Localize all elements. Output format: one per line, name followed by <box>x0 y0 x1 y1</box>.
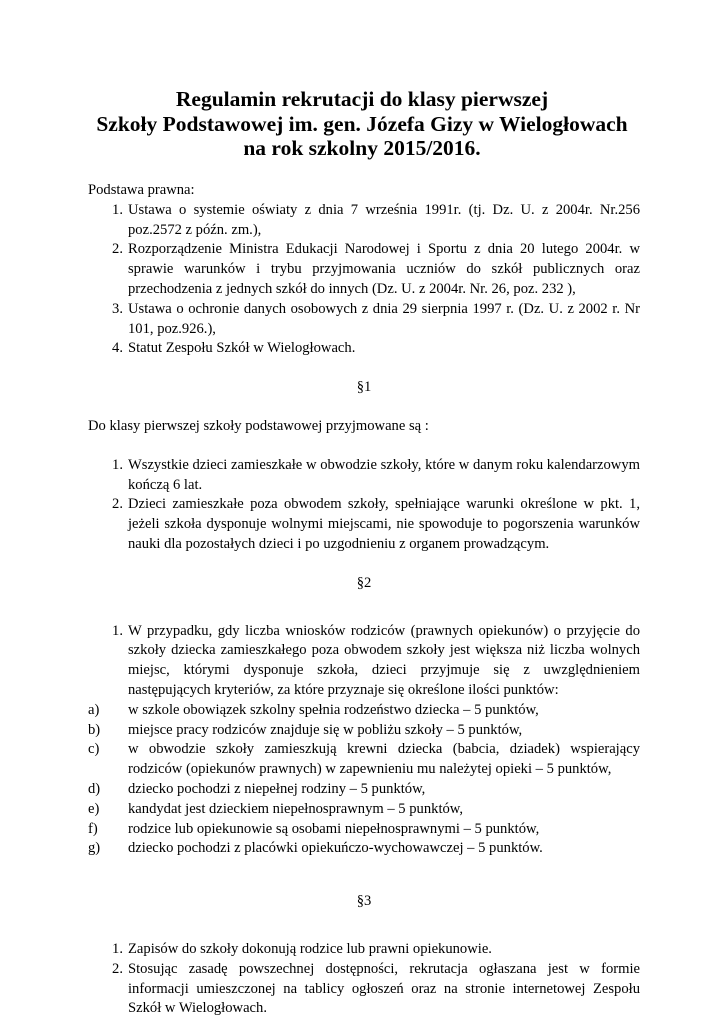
section1-list <box>88 456 640 555</box>
list-marker: e) <box>88 800 100 817</box>
document-body <box>88 181 640 1019</box>
list-item <box>88 780 640 800</box>
list-item <box>88 960 640 1019</box>
list-item <box>88 740 640 780</box>
list-item-text: Statut Zespołu Szkół w Wielogłowach. <box>128 340 356 357</box>
list-item-text: rodzice lub opiekunowie są osobami niepełnosprawnymi – 5 punktów, <box>128 820 540 837</box>
list-marker: 1. <box>112 201 123 218</box>
list-item-text: miejsce pracy rodziców znajduje się w pobliżu szkoły – 5 punktów, <box>128 721 523 738</box>
list-marker: g) <box>88 840 101 857</box>
section2-list <box>88 622 640 701</box>
list-marker: 1. <box>112 622 123 639</box>
legal-basis-heading: Podstawa prawna: <box>88 182 195 198</box>
section3-list <box>88 940 640 1019</box>
list-item-text: Dzieci zamieszkałe poza obwodem szkoły, spełniające warunki określone w pkt. 1, jeżeli szkoła dysponuje wolnymi miejscami, nie spowoduje to pogorszenia warunków nauki dla pozostałych dzieci i po uzgodnieniu z organem prowadzącym. <box>128 496 640 552</box>
list-marker: 2. <box>112 960 123 977</box>
list-item <box>88 940 640 960</box>
list-item-text: Stosując zasadę powszechnej dostępności, rekrutacja ogłaszana jest w formie informacji umieszczonej na tablicy ogłoszeń oraz na stronie internetowej Zespołu Szkół w Wielogłowach. <box>128 960 640 1017</box>
list-item <box>88 456 640 496</box>
list-marker: 3. <box>112 300 123 317</box>
list-marker: d) <box>88 780 101 797</box>
list-item-text: Ustawa o ochronie danych osobowych z dnia 29 sierpnia 1997 r. (Dz. U. z 2002 r. Nr 101, poz.926.), <box>128 300 640 337</box>
list-item-text: w obwodzie szkoły zamieszkują krewni dziecka (babcia, dziadek) wspierający rodziców (opiekunów prawnych) w zapewnieniu mu należytej opieki – 5 punktów, <box>128 741 640 778</box>
list-item-text: w szkole obowiązek szkolny spełnia rodzeństwo dziecka – 5 punktów, <box>128 701 539 718</box>
list-item <box>88 495 640 554</box>
list-item-text: Zapisów do szkoły dokonują rodzice lub prawni opiekunowie. <box>128 940 492 957</box>
list-item-text: Ustawa o systemie oświaty z dnia 7 września 1991r. (tj. Dz. U. z 2004r. Nr.256 poz.2572 z późn. zm.), <box>128 201 640 238</box>
section-heading: §1 <box>356 379 372 396</box>
section1-intro: Do klasy pierwszej szkoły podstawowej przyjmowane są : <box>88 417 429 434</box>
list-marker: b) <box>88 721 101 738</box>
list-item <box>88 839 640 859</box>
list-item-text: W przypadku, gdy liczba wniosków rodziców (prawnych opiekunów) o przyjęcie do szkoły dziecka zamieszkałego poza obwodem szkoły jest większa niż liczba wolnych miejsc, którymi dysponuje szkoła, dzieci przyjmuje się z uwzględnieniem następujących kryteriów, za które przyznaje się określone ilości punktów: <box>128 622 640 698</box>
list-item <box>88 800 640 820</box>
list-item-text: Rozporządzenie Ministra Edukacji Narodowej i Sportu z dnia 20 lutego 2004r. w sprawie warunków i trybu przyjmowania uczniów do szkół publicznych oraz przechodzenia z jednych szkół do innych (Dz. U. z 2004r. Nr. 26, poz. 232 ), <box>128 241 640 297</box>
list-item <box>88 721 640 741</box>
list-marker: 1. <box>112 940 123 957</box>
list-item <box>88 820 640 840</box>
section-heading: §2 <box>356 574 372 591</box>
section-heading: §3 <box>356 893 372 910</box>
list-marker: a) <box>88 701 100 718</box>
list-item-text: dziecko pochodzi z placówki opiekuńczo-wychowawczej – 5 punktów. <box>128 840 543 857</box>
list-item <box>88 300 640 340</box>
list-marker: c) <box>88 741 100 758</box>
list-item-text: kandydat jest dzieckiem niepełnosprawnym – 5 punktów, <box>128 800 464 817</box>
legal-basis-list <box>88 201 640 359</box>
list-marker: f) <box>88 820 98 837</box>
list-item-text: Wszystkie dzieci zamieszkałe w obwodzie szkoły, które w danym roku kalendarzowym kończą 6 lat. <box>128 456 640 493</box>
title-line: Regulamin rekrutacji do klasy pierwszej <box>175 87 549 111</box>
list-item-text: dziecko pochodzi z niepełnej rodziny – 5 punktów, <box>128 780 426 797</box>
list-marker: 2. <box>112 496 123 513</box>
list-marker: 1. <box>112 456 123 473</box>
list-marker: 2. <box>112 241 123 258</box>
list-item <box>88 622 640 701</box>
document-title <box>0 87 724 161</box>
list-item <box>88 240 640 299</box>
list-item <box>88 339 640 359</box>
list-item <box>88 701 640 721</box>
criteria-list <box>88 701 640 859</box>
title-line: Szkoły Podstawowej im. gen. Józefa Gizy w Wielogłowach <box>96 111 628 136</box>
list-marker: 4. <box>112 340 123 357</box>
list-item <box>88 201 640 241</box>
title-line: na rok szkolny 2015/2016. <box>243 136 481 160</box>
